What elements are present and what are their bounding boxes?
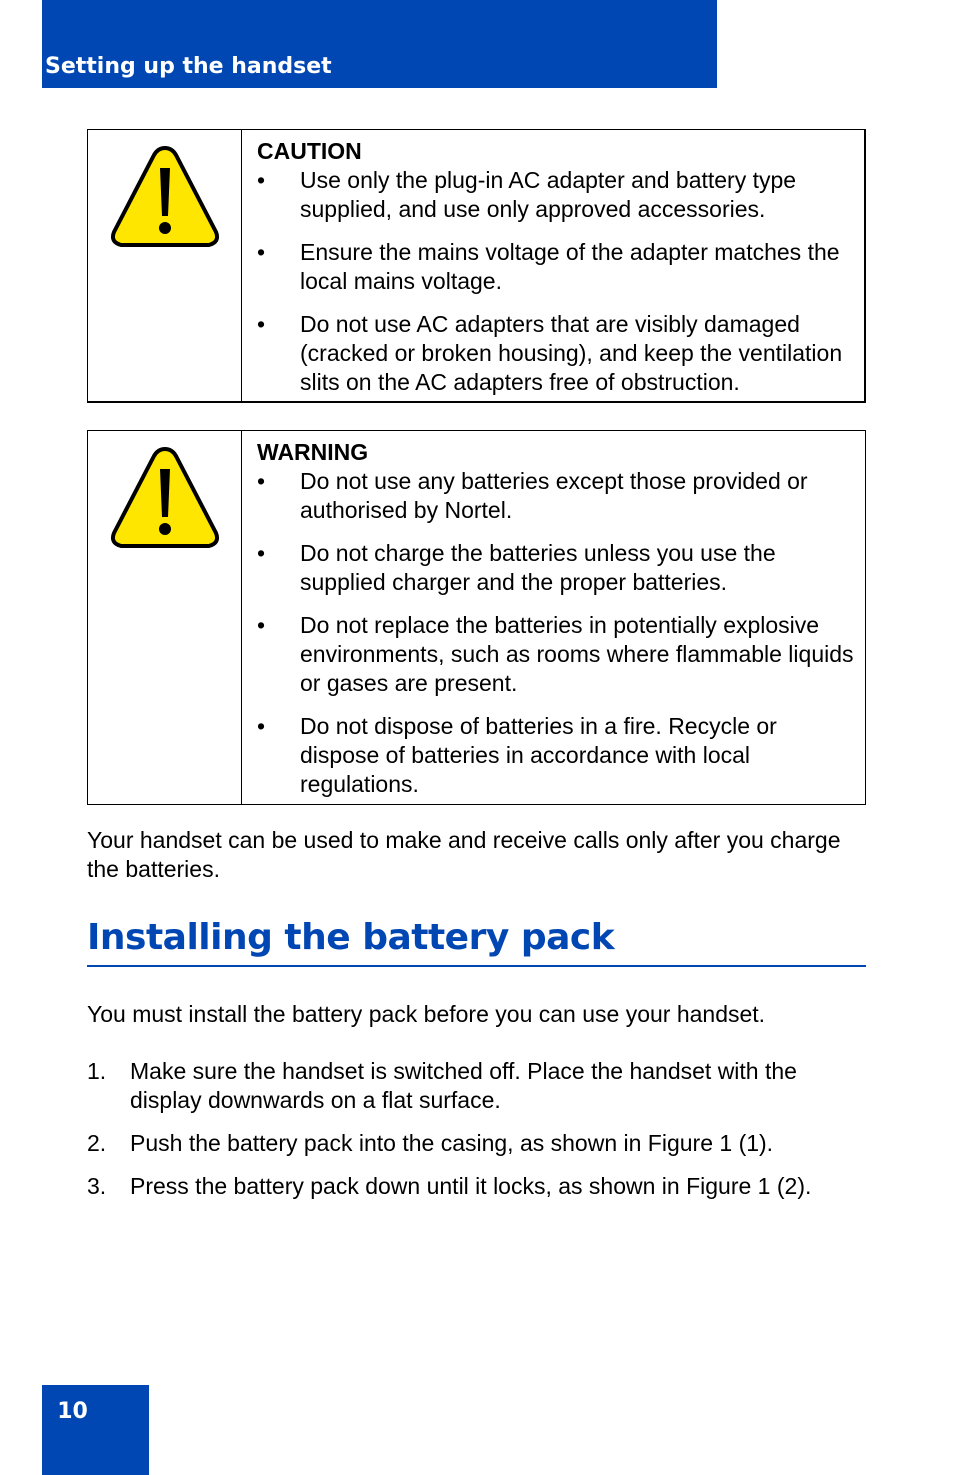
step-text: Press the battery pack down until it locks, as shown in Figure 1 (2).: [130, 1173, 812, 1199]
caution-item: • Ensure the mains voltage of the adapter matches the local mains voltage.: [257, 238, 864, 296]
steps-list: [87, 1057, 866, 1215]
running-header-title: Setting up the handset: [45, 54, 332, 79]
warning-icon-cell: [88, 431, 242, 804]
step-number: 2.: [87, 1130, 107, 1156]
caution-icon-cell: [88, 130, 242, 401]
section-rule: [87, 965, 866, 967]
step-number: 1.: [87, 1058, 107, 1084]
warning-title: WARNING: [257, 439, 369, 465]
page-number: 10: [57, 1399, 88, 1424]
caution-list: [257, 166, 864, 397]
step-item: [87, 1057, 866, 1115]
caution-title: CAUTION: [257, 138, 362, 164]
warning-item: • Do not replace the batteries in potentially explosive environments, such as rooms where flammable liquids or gases are present.: [257, 611, 865, 698]
section-intro: You must install the battery pack before you can use your handset.: [87, 1001, 766, 1027]
warning-triangle-icon: [110, 445, 220, 551]
step-text: Make sure the handset is switched off. Place the handset with the display downwards on a flat surface.: [130, 1058, 797, 1113]
warning-item: • Do not use any batteries except those provided or authorised by Nortel.: [257, 467, 865, 525]
warning-triangle-icon: [110, 144, 220, 250]
warning-item: • Do not dispose of batteries in a fire. Recycle or dispose of batteries in accordance with local regulations.: [257, 712, 865, 799]
caution-text: [242, 130, 864, 401]
step-item: [87, 1129, 866, 1158]
step-item: [87, 1172, 866, 1201]
warning-notice: [87, 430, 866, 805]
warning-list: [257, 467, 865, 799]
step-text: Push the battery pack into the casing, as shown in Figure 1 (1).: [130, 1130, 774, 1156]
step-number: 3.: [87, 1173, 107, 1199]
caution-notice: [87, 129, 866, 403]
caution-item: • Use only the plug-in AC adapter and battery type supplied, and use only approved accessories.: [257, 166, 864, 224]
warning-item: • Do not charge the batteries unless you use the supplied charger and the proper batteries.: [257, 539, 865, 597]
warning-text: [242, 431, 865, 804]
section-title: Installing the battery pack: [87, 917, 615, 958]
intro-paragraph: Your handset can be used to make and receive calls only after you charge the batteries.: [87, 827, 841, 882]
caution-item: • Do not use AC adapters that are visibly damaged (cracked or broken housing), and keep the ventilation slits on the AC adapters free of obstruction.: [257, 310, 864, 397]
